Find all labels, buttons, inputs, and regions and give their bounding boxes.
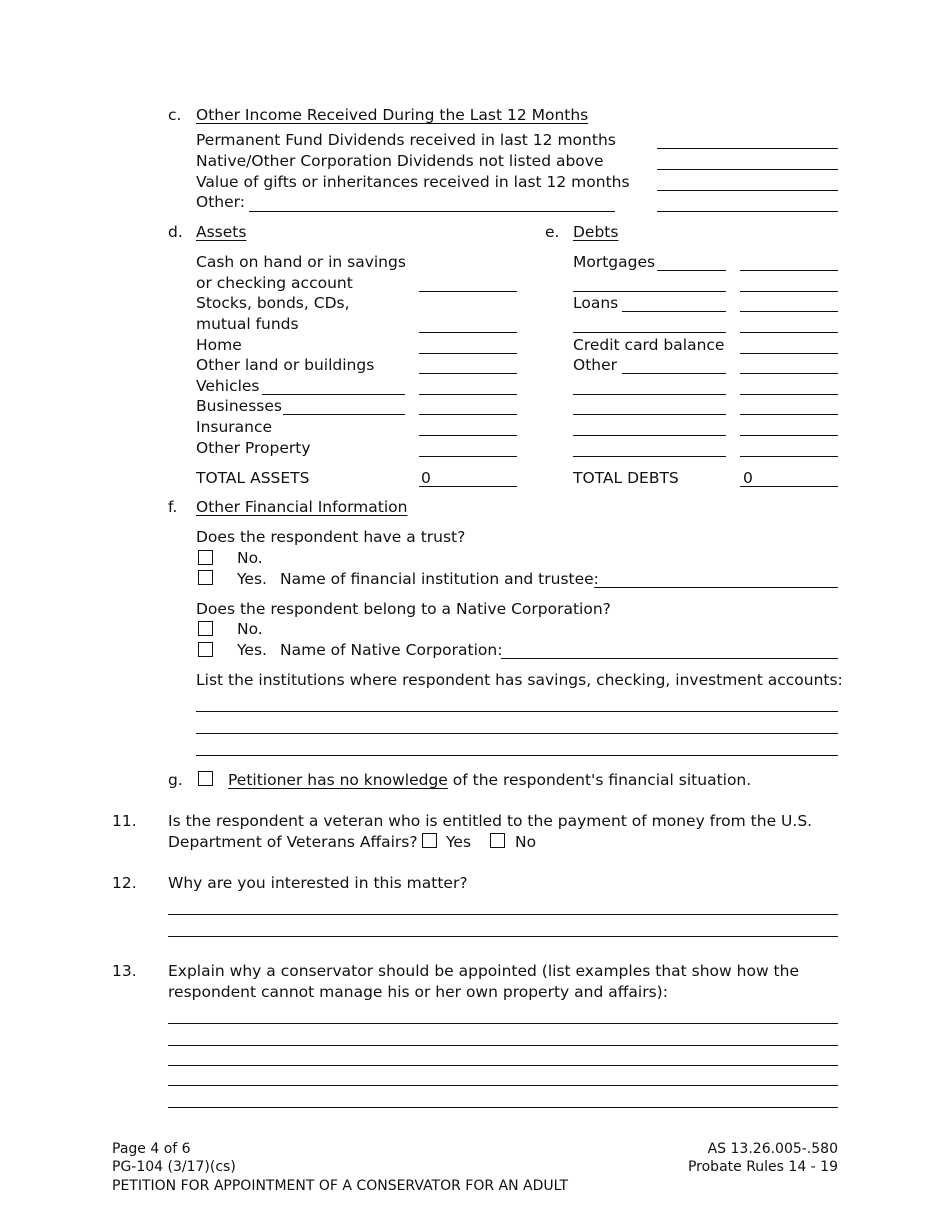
income-row-label: Other:: [196, 193, 245, 211]
q13-text-line2: respondent cannot manage his or her own property and affairs):: [168, 983, 668, 1001]
mortgages-description-field[interactable]: [657, 270, 726, 271]
trust-question: Does the respondent have a trust?: [196, 528, 466, 546]
income-amount-field[interactable]: [657, 148, 838, 149]
no-knowledge-underlined: Petitioner has no knowledge: [228, 771, 448, 789]
q11-number: 11.: [112, 812, 137, 830]
debt-label: Other: [573, 356, 618, 374]
institutions-prompt: List the institutions where respondent has savings, checking, investment accounts:: [196, 671, 843, 689]
debt-amount-field[interactable]: [740, 332, 838, 333]
debt-amount-field[interactable]: [740, 435, 838, 436]
section-g-letter: g.: [168, 771, 183, 789]
income-amount-field[interactable]: [657, 211, 838, 212]
section-d-title: Assets: [196, 223, 247, 241]
asset-amount-field[interactable]: [419, 353, 517, 354]
q13-number: 13.: [112, 962, 137, 980]
section-c-title: Other Income Received During the Last 12 Months: [196, 106, 589, 124]
debt-label: Loans: [573, 294, 619, 312]
income-row-label: Permanent Fund Dividends received in last 12 months: [196, 131, 616, 149]
total-assets-label: TOTAL ASSETS: [196, 469, 310, 487]
native-no-checkbox[interactable]: [198, 621, 213, 636]
asset-label: Insurance: [196, 418, 273, 436]
institutions-line[interactable]: [196, 711, 838, 712]
total-debts-field[interactable]: [740, 486, 838, 487]
section-f-title: Other Financial Information: [196, 498, 408, 516]
native-corp-question: Does the respondent belong to a Native Corporation?: [196, 600, 611, 618]
trust-yes-label: Yes.: [237, 570, 267, 588]
debt-description-field[interactable]: [573, 414, 726, 415]
asset-label: or checking account: [196, 274, 353, 292]
trust-institution-field[interactable]: [594, 587, 838, 588]
q13-answer-line[interactable]: [168, 1023, 838, 1024]
footer-page-number: Page 4 of 6: [112, 1141, 191, 1157]
debt-amount-field[interactable]: [740, 311, 838, 312]
no-knowledge-rest: of the respondent's financial situation.: [447, 771, 752, 789]
asset-amount-field[interactable]: [419, 414, 517, 415]
q13-answer-line[interactable]: [168, 1107, 838, 1108]
q11-text-line2: Department of Veterans Affairs?: [168, 833, 418, 851]
debt-amount-field[interactable]: [740, 373, 838, 374]
asset-label: Other land or buildings: [196, 356, 375, 374]
asset-label: Home: [196, 336, 242, 354]
asset-label: Businesses: [196, 397, 282, 415]
asset-amount-field[interactable]: [419, 394, 517, 395]
native-corporation-field[interactable]: [501, 658, 838, 659]
asset-label: Cash on hand or in savings: [196, 253, 406, 271]
asset-amount-field[interactable]: [419, 332, 517, 333]
income-amount-field[interactable]: [657, 169, 838, 170]
businesses-description-field[interactable]: [283, 414, 405, 415]
trust-yes-detail: Name of financial institution and trustee:: [280, 570, 599, 588]
asset-amount-field[interactable]: [419, 291, 517, 292]
q12-answer-line[interactable]: [168, 936, 838, 937]
q12-text: Why are you interested in this matter?: [168, 874, 468, 892]
asset-label: Stocks, bonds, CDs,: [196, 294, 350, 312]
trust-yes-checkbox[interactable]: [198, 570, 213, 585]
footer-form-code: PG-104 (3/17)(cs): [112, 1159, 236, 1175]
other-debt-description-field[interactable]: [622, 373, 726, 374]
debt-label: Credit card balance: [573, 336, 725, 354]
asset-amount-field[interactable]: [419, 373, 517, 374]
debt-amount-field[interactable]: [740, 270, 838, 271]
asset-label: Vehicles: [196, 377, 260, 395]
institutions-line[interactable]: [196, 755, 838, 756]
debt-amount-field[interactable]: [740, 291, 838, 292]
native-yes-detail: Name of Native Corporation:: [280, 641, 503, 659]
asset-amount-field[interactable]: [419, 435, 517, 436]
asset-amount-field[interactable]: [419, 456, 517, 457]
debt-description-field[interactable]: [573, 435, 726, 436]
section-e-title: Debts: [573, 223, 619, 241]
total-debts-label: TOTAL DEBTS: [573, 469, 679, 487]
footer-form-title: PETITION FOR APPOINTMENT OF A CONSERVATOR FOR AN ADULT: [112, 1178, 569, 1194]
veteran-yes-label: Yes: [446, 833, 472, 851]
veteran-no-label: No: [515, 833, 537, 851]
debt-description-field[interactable]: [573, 291, 726, 292]
q13-answer-line[interactable]: [168, 1065, 838, 1066]
loans-description-field[interactable]: [622, 311, 726, 312]
debt-label: Mortgages: [573, 253, 656, 271]
section-f-letter: f.: [168, 498, 178, 516]
q13-answer-line[interactable]: [168, 1085, 838, 1086]
income-row-label: Value of gifts or inheritances received in last 12 months: [196, 173, 630, 191]
q12-answer-line[interactable]: [168, 914, 838, 915]
q11-text-line1: Is the respondent a veteran who is entitled to the payment of money from the U.S.: [168, 812, 813, 830]
debt-amount-field[interactable]: [740, 353, 838, 354]
veteran-no-checkbox[interactable]: [490, 833, 505, 848]
asset-label: mutual funds: [196, 315, 299, 333]
vehicles-description-field[interactable]: [262, 394, 405, 395]
trust-no-checkbox[interactable]: [198, 550, 213, 565]
debt-amount-field[interactable]: [740, 414, 838, 415]
q12-number: 12.: [112, 874, 137, 892]
asset-label: Other Property: [196, 439, 311, 457]
debt-amount-field[interactable]: [740, 394, 838, 395]
section-d-letter: d.: [168, 223, 183, 241]
section-e-letter: e.: [545, 223, 560, 241]
income-amount-field[interactable]: [657, 190, 838, 191]
native-yes-label: Yes.: [237, 641, 267, 659]
native-no-label: No.: [237, 620, 263, 638]
native-yes-checkbox[interactable]: [198, 642, 213, 657]
veteran-yes-checkbox[interactable]: [422, 833, 437, 848]
footer-statute: AS 13.26.005-.580: [707, 1141, 838, 1157]
trust-no-label: No.: [237, 549, 263, 567]
q13-text-line1: Explain why a conservator should be appointed (list examples that show how the: [168, 962, 799, 980]
debt-description-field[interactable]: [573, 394, 726, 395]
debt-description-field[interactable]: [573, 332, 726, 333]
total-assets-value: 0: [421, 469, 431, 487]
debt-description-field[interactable]: [573, 456, 726, 457]
footer-rules: Probate Rules 14 - 19: [687, 1159, 838, 1175]
income-row-label: Native/Other Corporation Dividends not listed above: [196, 152, 604, 170]
no-knowledge-statement: [228, 770, 751, 790]
q13-answer-line[interactable]: [168, 1045, 838, 1046]
debt-amount-field[interactable]: [740, 456, 838, 457]
no-knowledge-checkbox[interactable]: [198, 771, 213, 786]
total-debts-value: 0: [743, 469, 753, 487]
institutions-line[interactable]: [196, 733, 838, 734]
section-c-letter: c.: [168, 106, 182, 124]
total-assets-field[interactable]: [419, 486, 517, 487]
income-other-description-field[interactable]: [249, 211, 615, 212]
